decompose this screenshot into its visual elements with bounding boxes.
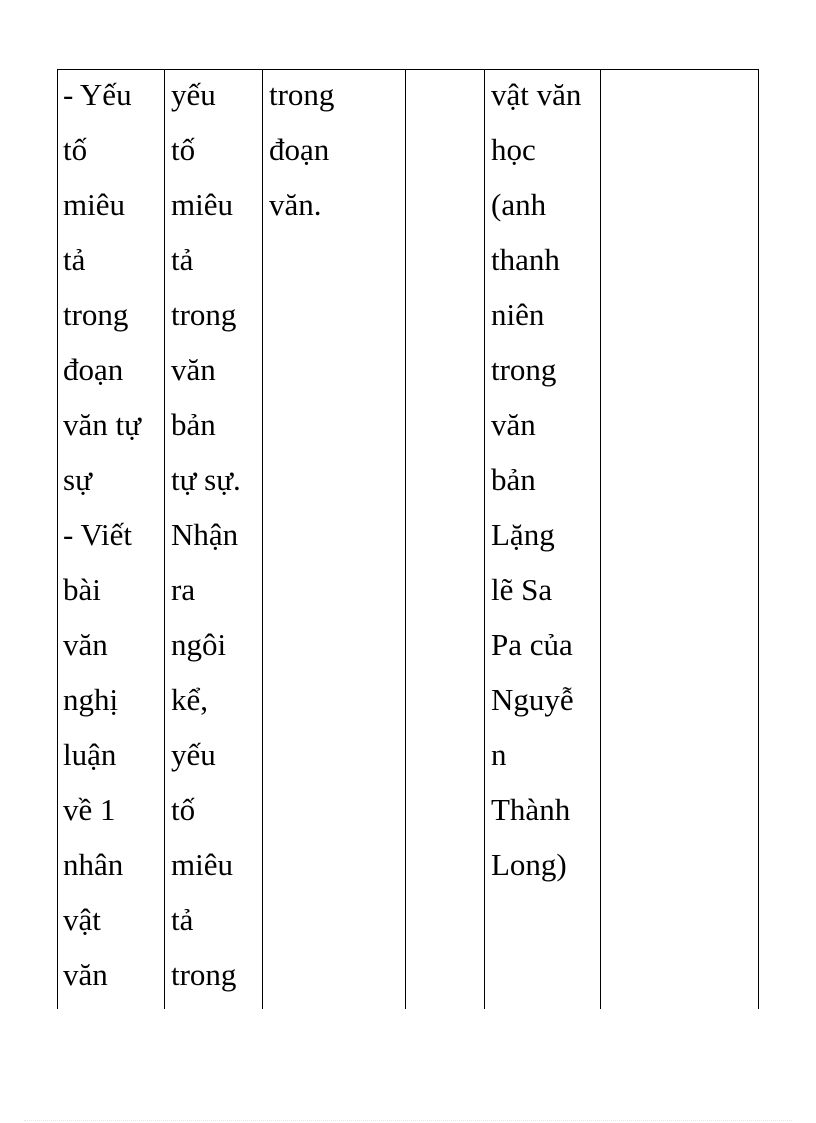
- cell-text-line: (anh: [491, 187, 547, 222]
- cell-text-line: Long): [491, 847, 567, 882]
- column-divider: [262, 69, 263, 1009]
- cell-text-line: miêu: [63, 187, 125, 222]
- cell-text-line: yếu: [171, 77, 216, 112]
- cell-text-line: bản: [171, 407, 216, 442]
- cell-text-line: Nguyễ: [491, 682, 574, 717]
- table-cell-col-3: [269, 69, 403, 1009]
- cell-text-line: nhân: [63, 847, 124, 882]
- column-divider: [758, 69, 759, 1009]
- cell-text-line: thanh: [491, 242, 560, 277]
- cell-text-line: văn tự: [63, 407, 141, 442]
- cell-text-line: tả: [171, 242, 194, 277]
- column-divider: [405, 69, 406, 1009]
- cell-text-line: niên: [491, 297, 545, 332]
- cell-text-line: trong: [491, 352, 557, 387]
- cell-text-line: yếu: [171, 737, 216, 772]
- cell-text-line: văn: [63, 957, 108, 992]
- cell-text-line: kể,: [171, 682, 209, 717]
- page-bottom-rule: [24, 1120, 792, 1121]
- cell-text-line: học: [491, 132, 536, 167]
- cell-text-line: n: [491, 737, 507, 772]
- cell-text-line: trong: [269, 77, 335, 112]
- table-cell-col-1: [63, 69, 163, 1009]
- cell-text-line: đoạn: [63, 352, 124, 387]
- cell-text-line: Thành: [491, 792, 571, 827]
- cell-text-line: bài: [63, 572, 101, 607]
- table-cell-col-6: [607, 69, 755, 1009]
- cell-text-line: đoạn: [269, 132, 330, 167]
- cell-text-line: Lặng: [491, 517, 555, 552]
- content-table: [57, 69, 759, 1009]
- cell-text-line: văn: [171, 352, 216, 387]
- cell-text-line: văn: [63, 627, 108, 662]
- column-divider: [600, 69, 601, 1009]
- cell-text-line: vật: [63, 902, 101, 937]
- table-cell-col-2: [171, 69, 261, 1009]
- cell-text-line: trong: [171, 297, 237, 332]
- cell-text-line: vật văn: [491, 77, 582, 112]
- column-divider: [484, 69, 485, 1009]
- table-cell-col-5: [491, 69, 599, 1009]
- cell-text-line: ra: [171, 572, 196, 607]
- column-divider: [164, 69, 165, 1009]
- cell-text-line: ngôi: [171, 627, 227, 662]
- cell-text-line: - Yếu: [63, 77, 132, 112]
- cell-text-line: nghị: [63, 682, 119, 717]
- cell-text-line: tự sự.: [171, 462, 241, 497]
- cell-text-line: tố: [63, 132, 88, 167]
- cell-text-line: trong: [171, 957, 237, 992]
- cell-text-line: văn.: [269, 187, 322, 222]
- cell-text-line: Pa của: [491, 627, 573, 662]
- cell-text-line: về 1: [63, 792, 116, 827]
- cell-text-line: lẽ Sa: [491, 572, 553, 607]
- cell-text-line: trong: [63, 297, 129, 332]
- cell-text-line: sự: [63, 462, 92, 497]
- cell-text-line: tố: [171, 792, 196, 827]
- cell-text-line: tố: [171, 132, 196, 167]
- column-divider: [57, 69, 58, 1009]
- cell-text-line: miêu: [171, 187, 233, 222]
- cell-text-line: - Viết: [63, 517, 133, 552]
- cell-text-line: tả: [63, 242, 86, 277]
- cell-text-line: luận: [63, 737, 117, 772]
- cell-text-line: tả: [171, 902, 194, 937]
- table-cell-col-4: [412, 69, 482, 1009]
- cell-text-line: bản: [491, 462, 536, 497]
- cell-text-line: miêu: [171, 847, 233, 882]
- cell-text-line: văn: [491, 407, 536, 442]
- cell-text-line: Nhận: [171, 517, 239, 552]
